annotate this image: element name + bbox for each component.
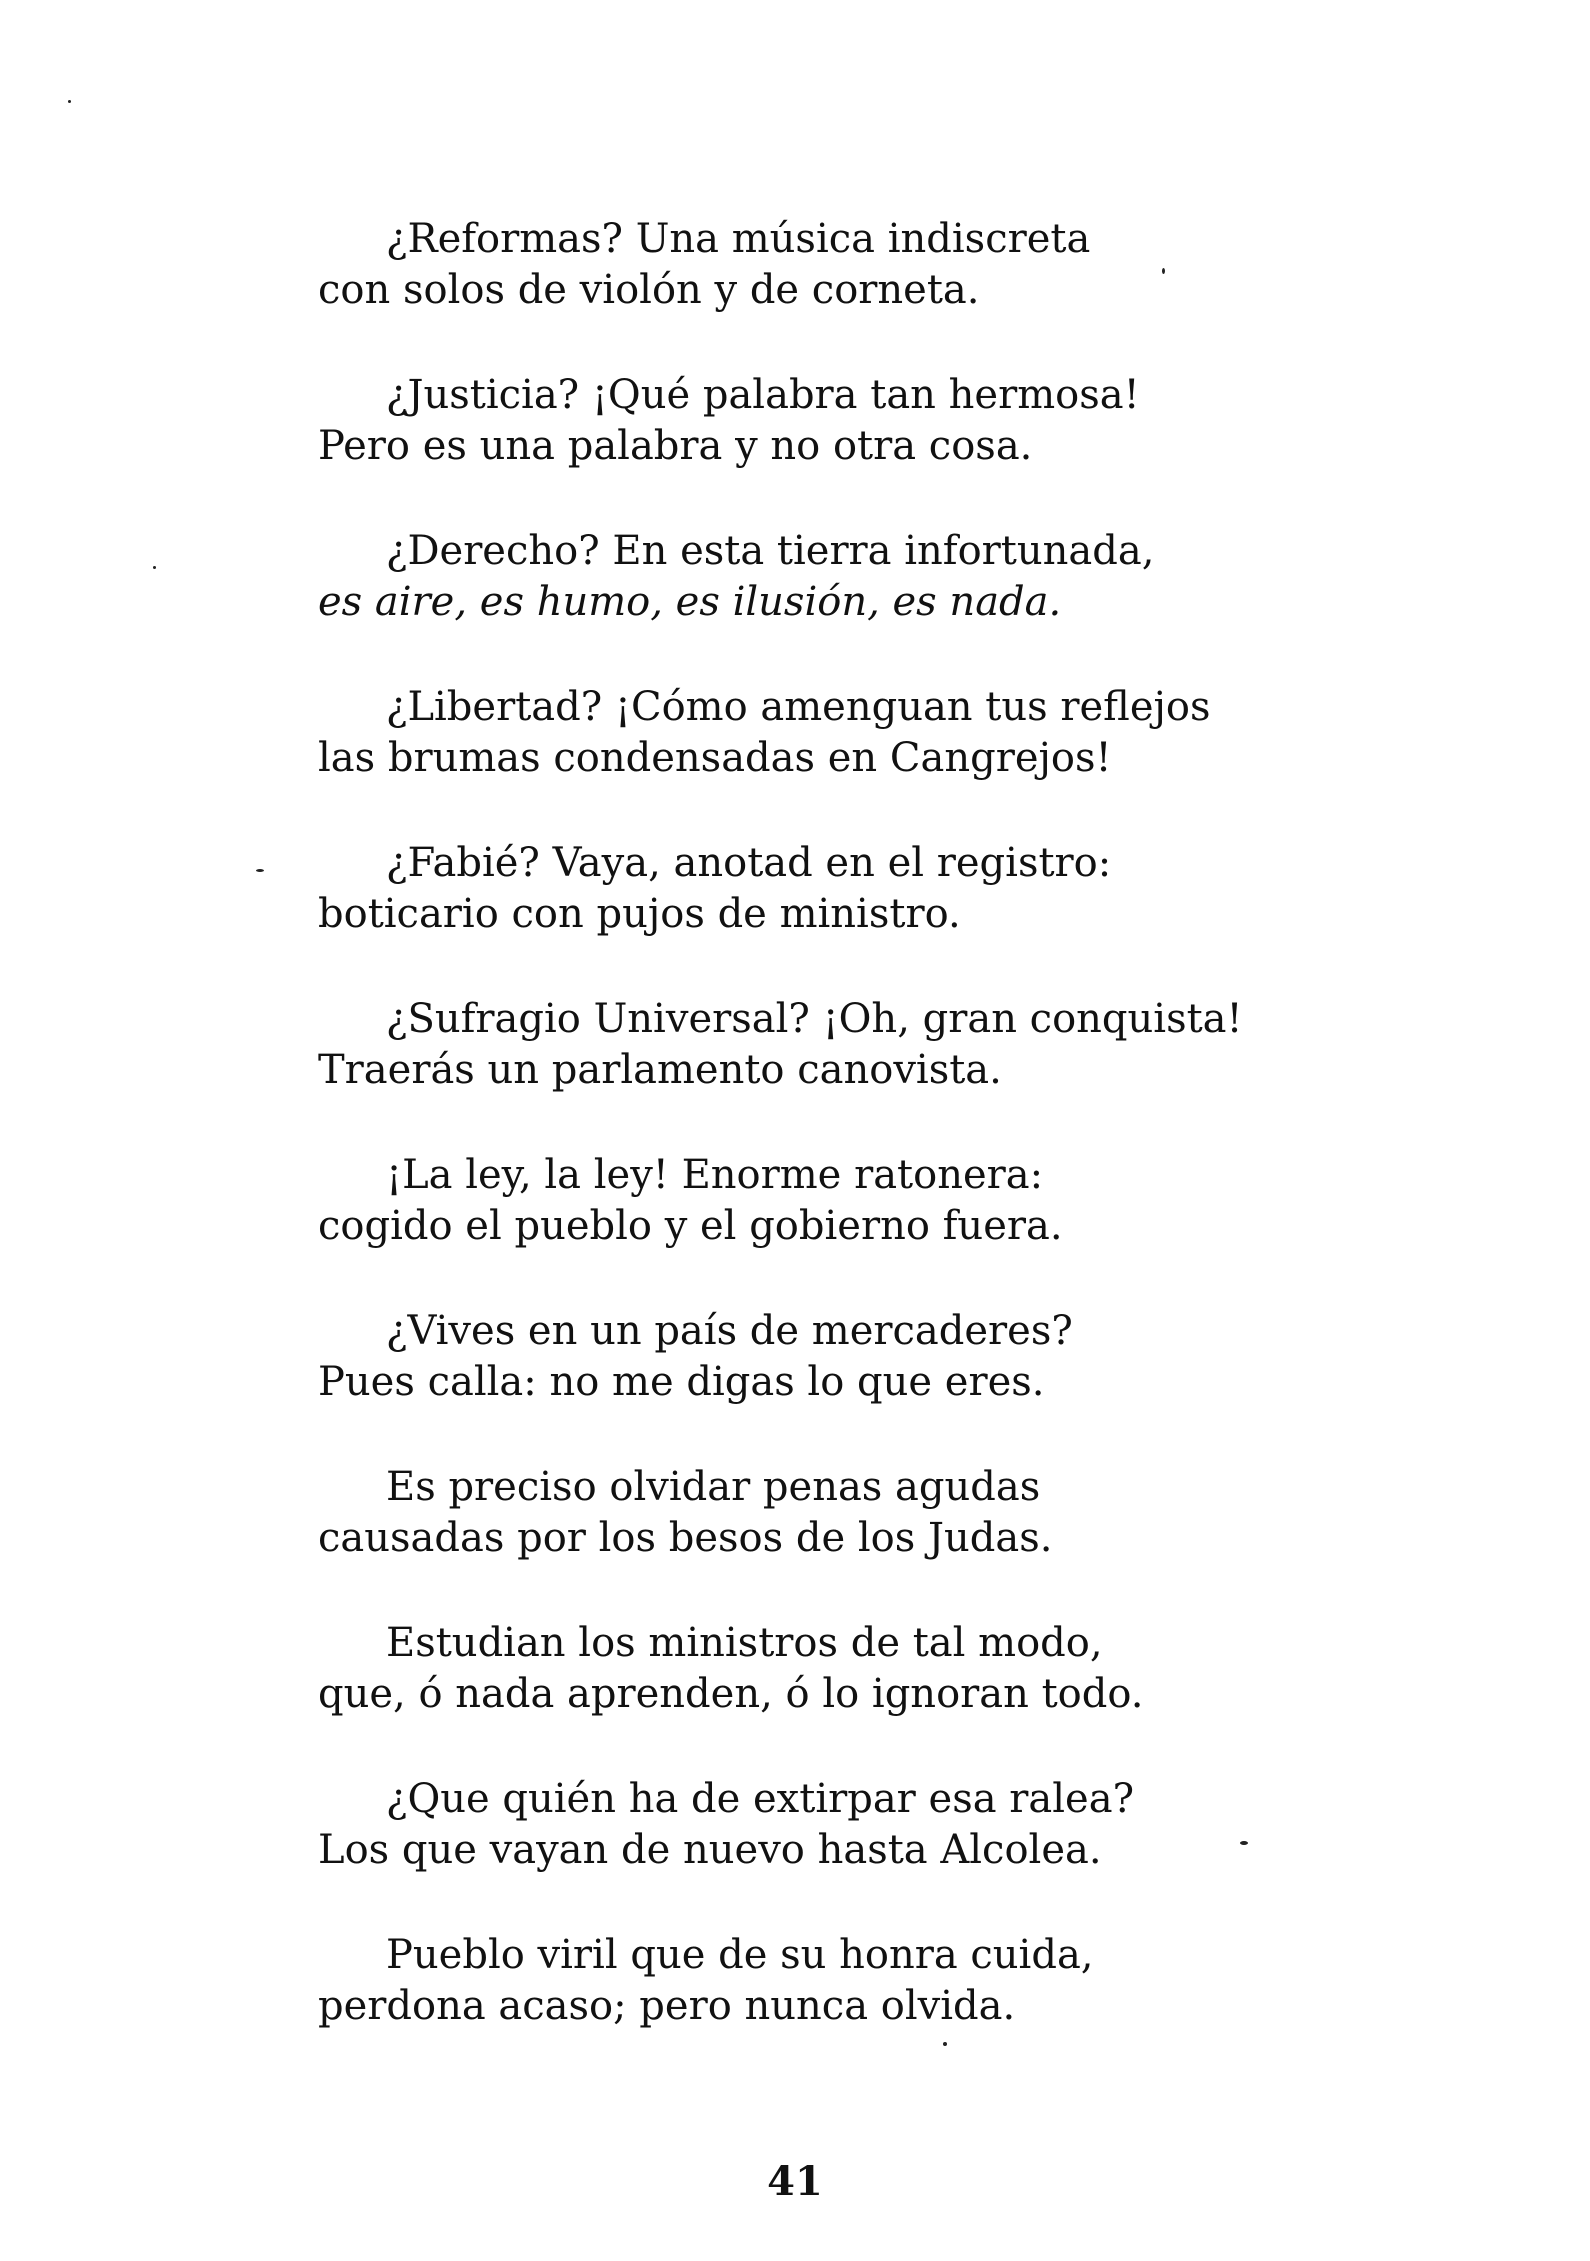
scan-speck — [1162, 268, 1165, 274]
verse-line: Pero es una palabra y no otra cosa. — [318, 423, 1033, 469]
poem — [318, 214, 1318, 2086]
verse-line: Pueblo viril que de su honra cuida, — [386, 1932, 1094, 1978]
stanza — [318, 214, 1318, 316]
verse-line: ¡La ley, la ley! Enorme ratonera: — [386, 1152, 1044, 1198]
stanza — [318, 1150, 1318, 1252]
scan-speck — [256, 869, 264, 872]
scan-speck — [68, 100, 71, 103]
stanza — [318, 1930, 1318, 2032]
verse-line: perdona acaso; pero nunca olvida. — [318, 1983, 1016, 2029]
verse-line: cogido el pueblo y el gobierno fuera. — [318, 1203, 1063, 1249]
verse-line-italic: es aire, es humo, es ilusión, es nada. — [318, 579, 1062, 625]
verse-line: Traerás un parlamento canovista. — [318, 1047, 1002, 1093]
verse-line: Pues calla: no me digas lo que eres. — [318, 1359, 1045, 1405]
verse-line: ¿Libertad? ¡Cómo amenguan tus reflejos — [386, 684, 1211, 730]
stanza — [318, 370, 1318, 472]
stanza — [318, 1462, 1318, 1564]
verse-line: con solos de violón y de corneta. — [318, 267, 980, 313]
verse-line: Los que vayan de nuevo hasta Alcolea. — [318, 1827, 1102, 1873]
verse-line: Es preciso olvidar penas agudas — [386, 1464, 1041, 1510]
stanza — [318, 838, 1318, 940]
verse-line: ¿Que quién ha de extirpar esa ralea? — [386, 1776, 1135, 1822]
verse-line: ¿Derecho? En esta tierra infortunada, — [386, 528, 1155, 574]
stanza — [318, 682, 1318, 784]
verse-line: las brumas condensadas en Cangrejos! — [318, 735, 1112, 781]
scan-speck — [153, 566, 156, 569]
stanza — [318, 1774, 1318, 1876]
verse-line: que, ó nada aprenden, ó lo ignoran todo. — [318, 1671, 1144, 1717]
verse-line: ¿Fabié? Vaya, anotad en el registro: — [386, 840, 1112, 886]
stanza — [318, 526, 1318, 628]
stanza — [318, 1618, 1318, 1720]
page-number: 41 — [767, 2158, 823, 2205]
verse-line: ¿Vives en un país de mercaderes? — [386, 1308, 1073, 1354]
verse-line: causadas por los besos de los Judas. — [318, 1515, 1053, 1561]
verse-line: ¿Sufragio Universal? ¡Oh, gran conquista! — [386, 996, 1243, 1042]
verse-line: ¿Justicia? ¡Qué palabra tan hermosa! — [386, 372, 1140, 418]
scan-speck — [943, 2042, 947, 2046]
verse-line: ¿Reformas? Una música indiscreta — [386, 216, 1091, 262]
stanza — [318, 994, 1318, 1096]
verse-line: boticario con pujos de ministro. — [318, 891, 961, 937]
stanza — [318, 1306, 1318, 1408]
verse-line: Estudian los ministros de tal modo, — [386, 1620, 1103, 1666]
scan-speck — [1240, 1841, 1248, 1845]
